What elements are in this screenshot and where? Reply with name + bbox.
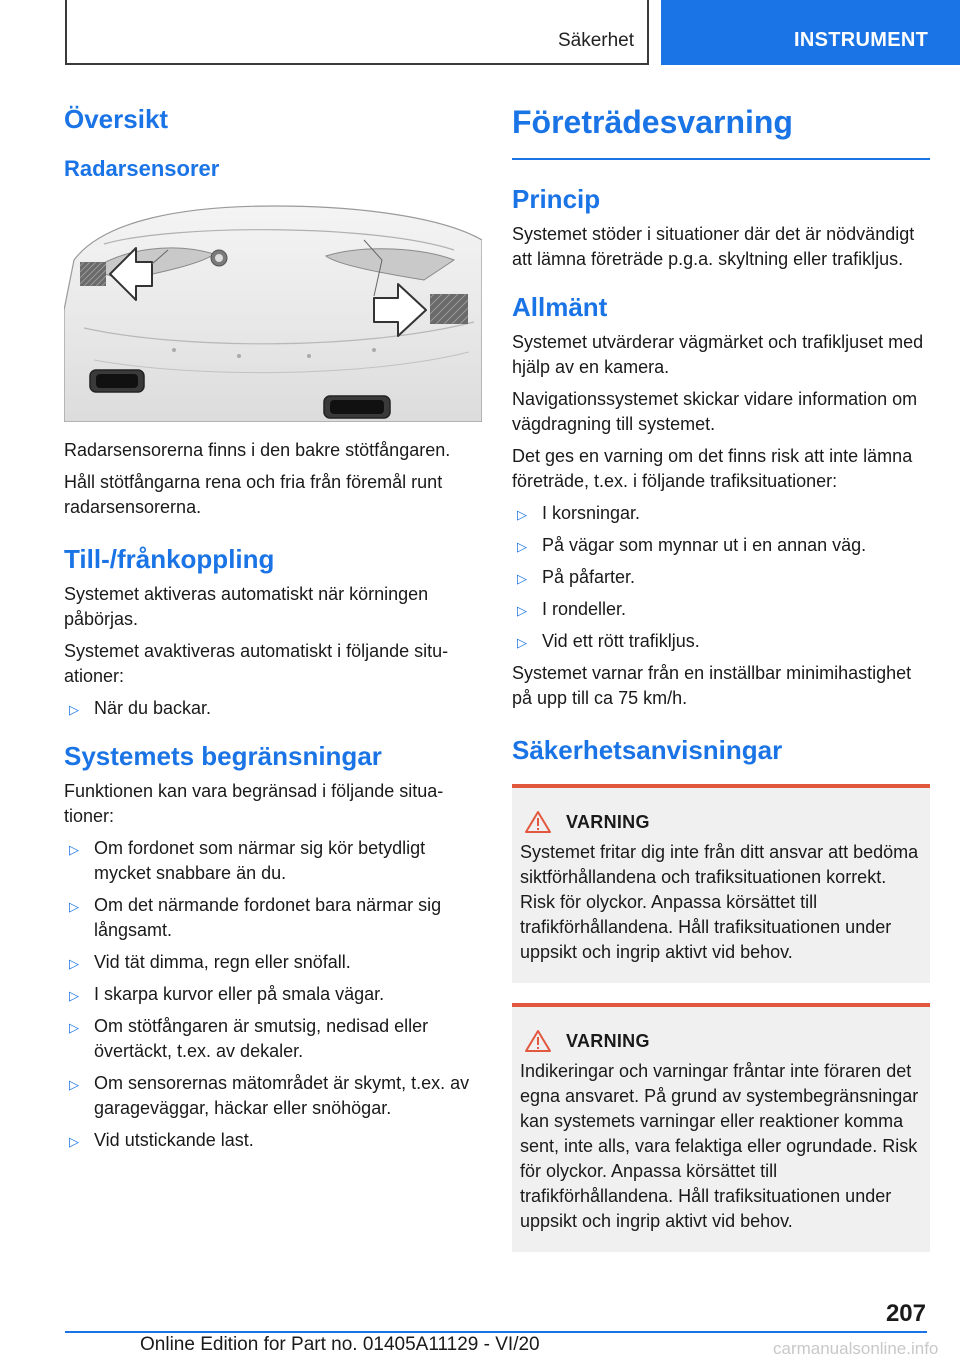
watermark-text: carmanualsonline.info bbox=[773, 1339, 939, 1358]
bullet-triangle-icon: ▷ bbox=[517, 634, 527, 650]
warning-triangle-icon bbox=[524, 810, 552, 834]
list-item: ▷ I skarpa kurvor eller på smala vägar. bbox=[64, 982, 482, 1007]
list-item: ▷ På vägar som mynnar ut i en annan väg. bbox=[512, 533, 930, 558]
list-item: ▷ Vid utstickande last. bbox=[64, 1128, 482, 1153]
bullet-triangle-icon: ▷ bbox=[517, 570, 527, 586]
bullet-triangle-icon: ▷ bbox=[69, 701, 79, 717]
list-item: ▷ När du backar. bbox=[64, 696, 482, 721]
warning-triangle-icon bbox=[524, 1029, 552, 1053]
warning-header bbox=[520, 1029, 922, 1053]
warning-title: VARNING bbox=[566, 1030, 650, 1051]
footer-divider bbox=[65, 1331, 927, 1333]
bullet-triangle-icon: ▷ bbox=[517, 538, 527, 554]
bullet-triangle-icon: ▷ bbox=[517, 506, 527, 522]
bullet-triangle-icon: ▷ bbox=[69, 988, 79, 1004]
rear-bumper-illustration bbox=[64, 200, 482, 422]
list-item: ▷ På påfarter. bbox=[512, 565, 930, 590]
warning-text: Systemet fritar dig inte från ditt ansvar att bedöma siktförhållandena och trafiksituationen korrekt. Risk för olyckor. Anpassa körsättet till trafikförhållandena. Håll trafiksituationen under uppsikt och ingrip aktivt vid behov. bbox=[520, 842, 919, 963]
general-text-3: Det ges en varning om det finns risk att inte lämna företräde, t.ex. i följande trafiksituationer: bbox=[512, 445, 913, 491]
sensor-care-text: Håll stötfångarna rena och fria från föremål runt radarsensorerna. bbox=[64, 471, 443, 517]
list-item: ▷ I korsningar. bbox=[512, 501, 930, 526]
bullet-triangle-icon: ▷ bbox=[69, 842, 79, 858]
radar-sensors-subheading: Radarsensorer bbox=[64, 156, 220, 182]
toggle-list bbox=[64, 696, 482, 721]
bullet-triangle-icon: ▷ bbox=[517, 602, 527, 618]
bullet-triangle-icon: ▷ bbox=[69, 1020, 79, 1036]
warning-header bbox=[520, 810, 922, 834]
list-item: ▷ Om sensorernas mätområdet är skymt, t.ex. av garageväggar, häckar eller snöhögar. bbox=[69, 1073, 470, 1119]
list-item: ▷ Om stötfångaren är smutsig, nedisad eller övertäckt, t.ex. av dekaler. bbox=[69, 1016, 429, 1062]
safety-heading: Säkerhetsanvisningar bbox=[512, 734, 783, 765]
principle-text: Systemet stöder i situationer där det är nödvändigt att lämna företräde p.g.a. skyltning eller trafikljus. bbox=[512, 223, 915, 269]
list-item: ▷ Om fordonet som närmar sig kör betydligt mycket snabbare än du. bbox=[69, 838, 426, 884]
header-section-tab bbox=[65, 0, 649, 65]
overview-heading: Översikt bbox=[64, 104, 169, 134]
right-column bbox=[512, 96, 930, 1252]
list-item: ▷ Vid tät dimma, regn eller snöfall. bbox=[64, 950, 482, 975]
header-chapter-tab bbox=[661, 0, 960, 65]
header-chapter-label: INSTRUMENT bbox=[794, 29, 929, 51]
limits-list bbox=[64, 836, 482, 1153]
general-text-1: Systemet utvärderar vägmärket och trafikljuset med hjälp av en kamera. bbox=[512, 331, 924, 377]
bullet-triangle-icon: ▷ bbox=[69, 1077, 79, 1093]
situations-list bbox=[512, 501, 930, 654]
warning-box-2 bbox=[512, 1003, 930, 1252]
bullet-triangle-icon: ▷ bbox=[69, 1134, 79, 1150]
limits-intro-text: Funktionen kan vara begränsad i följande situationer: bbox=[64, 781, 444, 827]
sensor-location-text: Radarsensorerna finns i den bakre stötfångaren. bbox=[64, 439, 451, 460]
left-column bbox=[64, 96, 482, 1160]
principle-heading: Princip bbox=[512, 183, 601, 214]
warning-text: Indikeringar och varningar fråntar inte föraren det egna ansvaret. På grund av systembegränsningar kan systemets varningar eller reaktioner komma sent, inte alls, vara felaktiga eller ogrundade. Risk för olyckor. Anpassa körsättet till trafikförhållandena. Håll trafiksituationen under uppsikt och ingrip aktivt vid behov. bbox=[520, 1061, 919, 1232]
rear-bumper-figure bbox=[64, 200, 482, 422]
bullet-triangle-icon: ▷ bbox=[69, 899, 79, 915]
edition-text: Online Edition for Part no. 01405A11129 - VI/20 bbox=[140, 1334, 540, 1355]
general-heading: Allmänt bbox=[512, 291, 608, 322]
toggle-deactivate-text: Systemet avaktiveras automatiskt i följande situationer: bbox=[64, 640, 449, 686]
list-item: ▷ Vid ett rött trafikljus. bbox=[512, 629, 930, 654]
general-text-2: Navigationssystemet skickar vidare information om vägdragning till systemet. bbox=[512, 388, 918, 434]
page-number: 207 bbox=[885, 1300, 926, 1327]
general-text-4: Systemet varnar från en inställbar minimihastighet på upp till ca 75 km/h. bbox=[512, 662, 912, 708]
header-section-label: Säkerhet bbox=[557, 30, 634, 51]
bullet-triangle-icon: ▷ bbox=[69, 956, 79, 972]
priority-warning-title: Företrädesvarning bbox=[512, 96, 930, 160]
toggle-heading: Till-/frånkoppling bbox=[64, 543, 275, 574]
list-item: ▷ Om det närmande fordonet bara närmar sig långsamt. bbox=[69, 895, 442, 941]
warning-title: VARNING bbox=[566, 811, 650, 832]
list-item: ▷ I rondeller. bbox=[512, 597, 930, 622]
limits-heading: Systemets begränsningar bbox=[64, 740, 382, 771]
toggle-activate-text: Systemet aktiveras automatiskt när körningen påbörjas. bbox=[64, 583, 429, 629]
warning-box-1 bbox=[512, 784, 930, 983]
